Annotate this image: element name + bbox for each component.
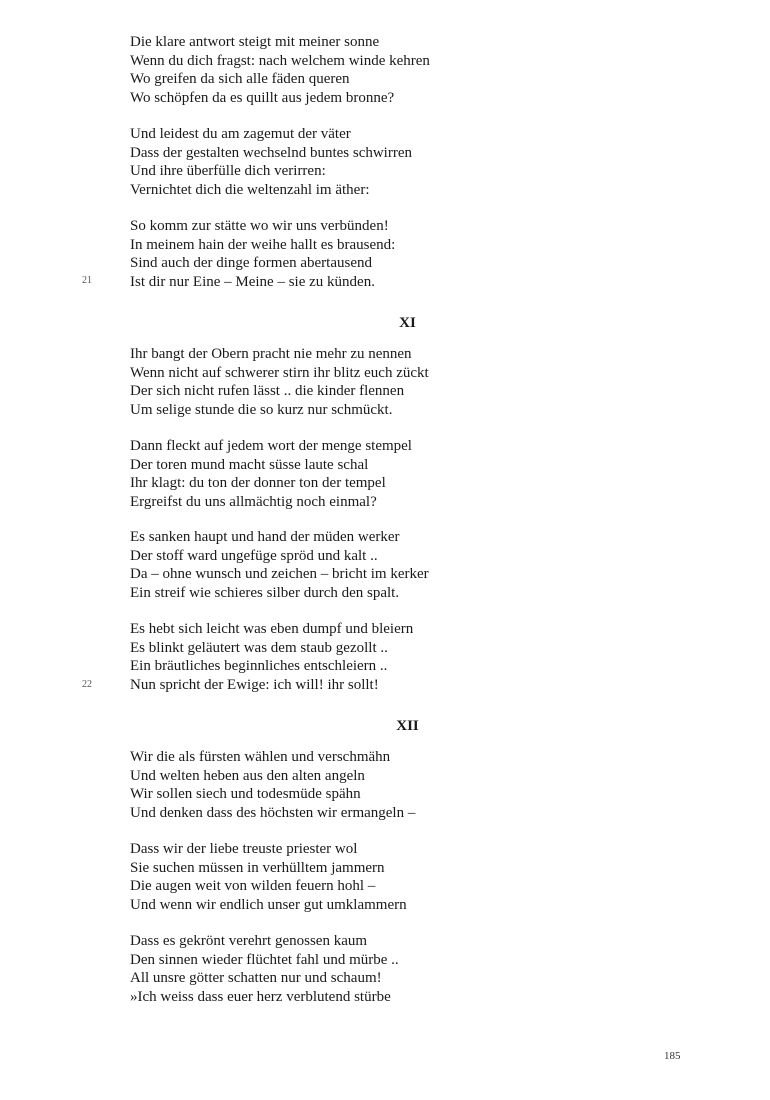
stanza-xi-1: [130, 345, 690, 419]
stanza-xii-3: [130, 932, 690, 1006]
margin-number: 21: [82, 275, 92, 286]
verse-line: Es hebt sich leicht was eben dumpf und bleiern: [130, 621, 414, 637]
stanza-xi-4: [130, 620, 690, 694]
stanza-xi-3: [130, 528, 690, 602]
verse-line: Nun spricht der Ewige: ich will! ihr sollt!: [130, 676, 379, 693]
verse-line: Es sanken haupt und hand der müden werker: [130, 529, 400, 545]
verse-line: Dass wir der liebe treuste priester wol: [130, 841, 358, 857]
verse-line: Und wenn wir endlich unser gut umklammern: [130, 896, 407, 913]
verse-line: Der sich nicht rufen lässt .. die kinder flennen: [130, 383, 405, 399]
stanza-xi-2: [130, 437, 690, 511]
verse-line: All unsre götter schatten nur und schaum!: [130, 970, 382, 986]
verse-line: Und welten heben aus den alten angeln: [130, 767, 365, 784]
verse-line: Um selige stunde die so kurz nur schmückt.: [130, 401, 393, 418]
verse-line: Der stoff ward ungefüge spröd und kalt ..: [130, 547, 378, 564]
verse-line: Ihr klagt: du ton der donner ton der tempel: [130, 475, 386, 491]
verse-line: Und denken dass des höchsten wir ermangeln –: [130, 804, 416, 821]
stanza-xii-1: [130, 748, 690, 822]
verse-line: Wo schöpfen da es quillt aus jedem bronne?: [130, 89, 395, 106]
poem-heading-xii: XII: [396, 718, 419, 734]
verse-line: In meinem hain der weihe hallt es brausend:: [130, 236, 396, 253]
verse-line: Ein bräutliches beginnliches entschleiern ..: [130, 658, 388, 674]
stanza-xii-2: [130, 840, 690, 914]
verse-line: Und ihre überfülle dich verirren:: [130, 163, 326, 179]
verse-line: Und leidest du am zagemut der väter: [130, 126, 351, 142]
verse-line: Wenn du dich fragst: nach welchem winde kehren: [130, 52, 430, 69]
verse-line: Es blinkt geläutert was dem staub gezollt ..: [130, 639, 388, 656]
verse-line: Ihr bangt der Obern pracht nie mehr zu nennen: [130, 346, 412, 362]
verse-line: Dass es gekrönt verehrt genossen kaum: [130, 933, 368, 949]
verse-line: Wir die als fürsten wählen und verschmähn: [130, 749, 391, 765]
stanza-top-1: [130, 33, 690, 107]
poem-heading-xi: XI: [399, 315, 416, 331]
verse-line: Da – ohne wunsch und zeichen – bricht im kerker: [130, 566, 429, 582]
page-number: 185: [664, 1050, 681, 1062]
verse-line: Der toren mund macht süsse laute schal: [130, 456, 369, 473]
verse-line: Die klare antwort steigt mit meiner sonne: [130, 34, 380, 50]
verse-line: Ist dir nur Eine – Meine – sie zu künden.: [130, 273, 375, 290]
verse-line: Dann fleckt auf jedem wort der menge stempel: [130, 438, 412, 454]
verse-line: Sie suchen müssen in verhülltem jammern: [130, 859, 385, 876]
verse-line: Die augen weit von wilden feuern hohl –: [130, 878, 376, 894]
verse-line: So komm zur stätte wo wir uns verbünden!: [130, 218, 389, 234]
verse-line: Sind auch der dinge formen abertausend: [130, 255, 372, 271]
verse-line: Ein streif wie schieres silber durch den spalt.: [130, 584, 400, 601]
verse-line: Wir sollen siech und todesmüde spähn: [130, 786, 361, 802]
verse-line: Vernichtet dich die weltenzahl im äther:: [130, 181, 370, 198]
verse-line: Ergreifst du uns allmächtig noch einmal?: [130, 493, 377, 510]
verse-line: Dass der gestalten wechselnd buntes schwirren: [130, 144, 412, 161]
margin-number: 22: [82, 679, 92, 690]
verse-line: Wenn nicht auf schwerer stirn ihr blitz euch zückt: [130, 364, 429, 381]
verse-line: Wo greifen da sich alle fäden queren: [130, 71, 350, 87]
stanza-top-2: [130, 125, 690, 199]
verse-line: »Ich weiss dass euer herz verblutend stürbe: [130, 988, 391, 1005]
verse-line: Den sinnen wieder flüchtet fahl und mürbe ..: [130, 951, 399, 968]
stanza-top-3: [130, 217, 690, 291]
